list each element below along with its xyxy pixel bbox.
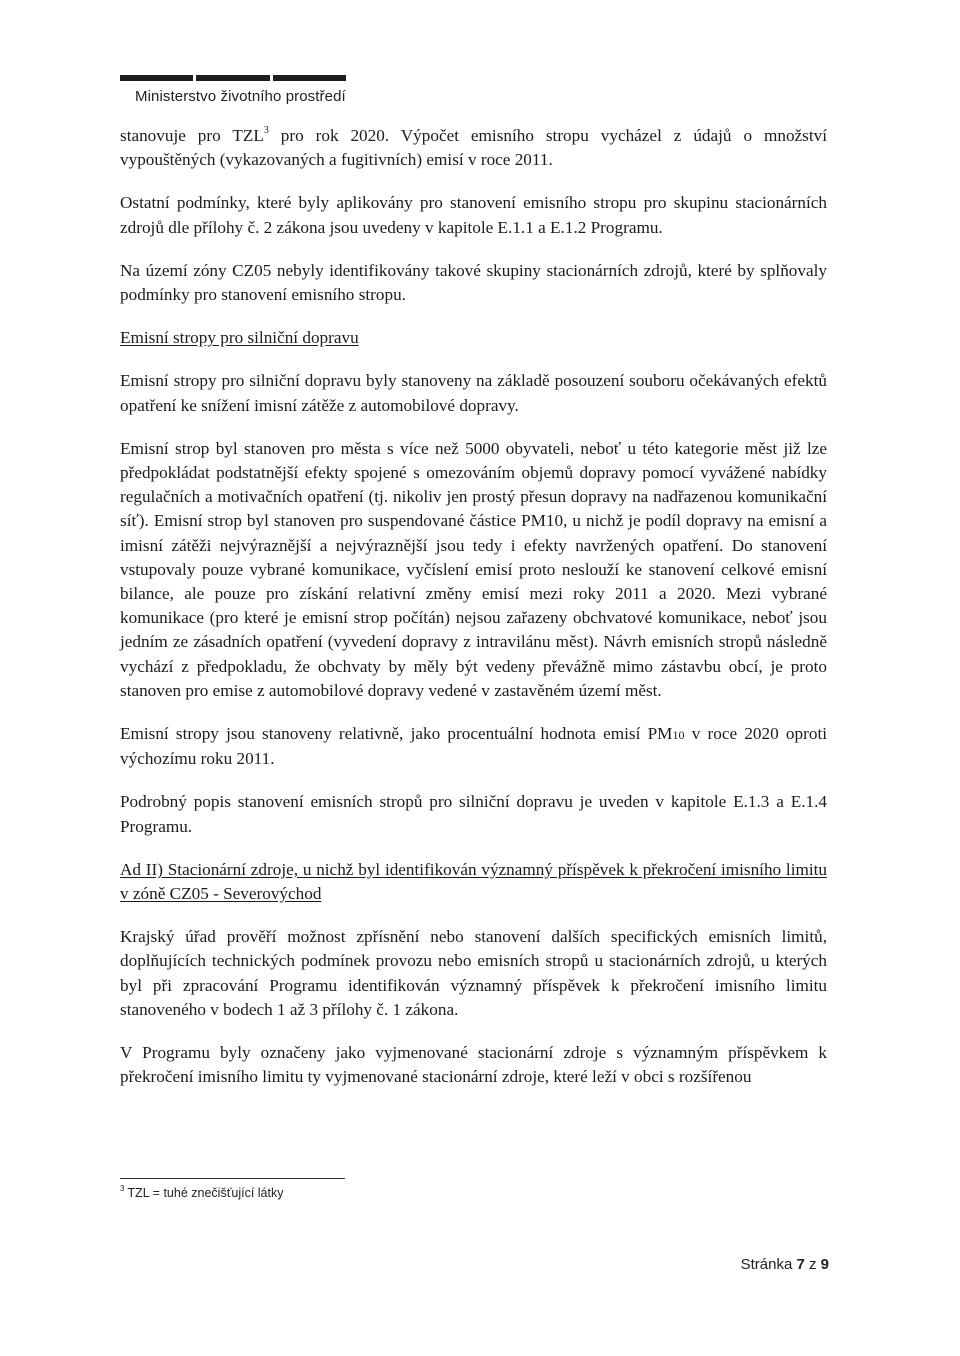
- footnote-divider: [120, 1178, 345, 1179]
- paragraph-2: Ostatní podmínky, které byly aplikovány pro stanovení emisního stropu pro skupinu stacionárních zdrojů dle přílohy č. 2 zákona jsou uvedeny v kapitole E.1.1 a E.1.2 Programu.: [120, 193, 827, 237]
- paragraph-1-text: stanovuje pro TZL: [120, 126, 264, 145]
- paragraph-1: [120, 124, 827, 172]
- paragraph-6-text-cont: v roce 2020 oproti výchozímu roku 2011.: [120, 724, 827, 769]
- footnote-text: TZL = tuhé znečišťující látky: [127, 1186, 284, 1200]
- paragraph-4: Emisní stropy pro silniční dopravu byly stanoveny na základě posouzení souboru očekávaných efektů opatření ke snížení imisní zátěže z automobilové dopravy.: [120, 371, 827, 415]
- footnote-reference[interactable]: 3: [263, 125, 269, 137]
- paragraph-9: V Programu byly označeny jako vyjmenované stacionární zdroje s významným příspěvkem k překročení imisního limitu ty vyjmenované stacionární zdroje, které leží v obci s rozšířenou: [120, 1043, 827, 1087]
- page-number: [741, 1256, 829, 1273]
- page-of: z: [808, 1256, 817, 1273]
- pm-subscript: 10: [672, 728, 685, 743]
- header-bar: [196, 75, 269, 81]
- footnote-mark: 3: [120, 1183, 125, 1193]
- paragraph-5: Emisní strop byl stanoven pro města s více než 5000 obyvateli, neboť u této kategorie měst již lze předpokládat podstatnější efekty spojené s omezováním objemů dopravy pomocí vyvážené nabídky regulačních a motivačních opatření (tj. nikoliv jen prostý přesun dopravy na nadřazenou komunikační síť). Emisní strop byl stanoven pro suspendované částice PM10, u nichž je podíl dopravy na emisní a imisní zátěži nejvýraznější a nejvýraznější jsou tedy i efekty navržených opatření. Do stanovení vstupovaly pouze vybrané komunikace, vyčíslení emisí proto neslouží ke stanovení celkové emisní bilance, ale pouze pro získání relativní změny emisí mezi roky 2011 a 2020. Mezi vybrané komunikace (pro které je emisní strop počítán) nejsou zařazeny obchvatové komunikace, neboť jsou jedním ze zásadních opatření (vyvedení dopravy z intravilánu měst). Návrh emisních stropů následně vychází z předpokladu, že obchvaty by měly být vedeny převážně mimo zástavbu obcí, je proto stanoven pro emise z automobilové dopravy vedené v zastavěném území měst.: [120, 438, 827, 700]
- paragraph-6-text: Emisní stropy jsou stanoveny relativně, jako procentuální hodnota emisí PM: [120, 724, 673, 744]
- header-bar: [273, 75, 346, 81]
- page-current: 7: [796, 1256, 805, 1273]
- footnote: [120, 1183, 284, 1200]
- header-bar: [120, 75, 193, 81]
- document-body: [120, 124, 827, 1090]
- paragraph-1-text-cont: pro rok 2020. Výpočet emisního stropu vycházel z údajů o množství vypouštěných (vykazovaných a fugitivních) emisí v roce 2011.: [120, 126, 827, 170]
- header-decorative-bars: [120, 75, 346, 81]
- paragraph-7: Podrobný popis stanovení emisních stropů pro silniční dopravu je uveden v kapitole E.1.3 a E.1.4 Programu.: [120, 792, 827, 836]
- paragraph-6: [120, 722, 827, 771]
- paragraph-3: Na území zóny CZ05 nebyly identifikovány takové skupiny stacionárních zdrojů, které by splňovaly podmínky pro stanovení emisního stropu.: [120, 260, 827, 305]
- section-heading-ad-ii: Ad II) Stacionární zdroje, u nichž byl identifikován významný příspěvek k překročení imisního limitu v zóně CZ05 - Severovýchod: [120, 859, 827, 904]
- page-label: Stránka: [740, 1256, 793, 1273]
- page-total: 9: [820, 1256, 829, 1273]
- paragraph-8: Krajský úřad prověří možnost zpřísnění nebo stanovení dalších specifických emisních limitů, doplňujících technických podmínek provozu nebo emisních stropů u stacionárních zdrojů, u kterých byl při zpracování Programu identifikován významný příspěvek k překročení imisního limitu stanoveného v bodech 1 až 3 přílohy č. 1 zákona.: [120, 927, 827, 1019]
- section-heading-road-transport: Emisní stropy pro silniční dopravu: [120, 328, 359, 348]
- ministry-name: Ministerstvo životního prostředí: [135, 88, 346, 105]
